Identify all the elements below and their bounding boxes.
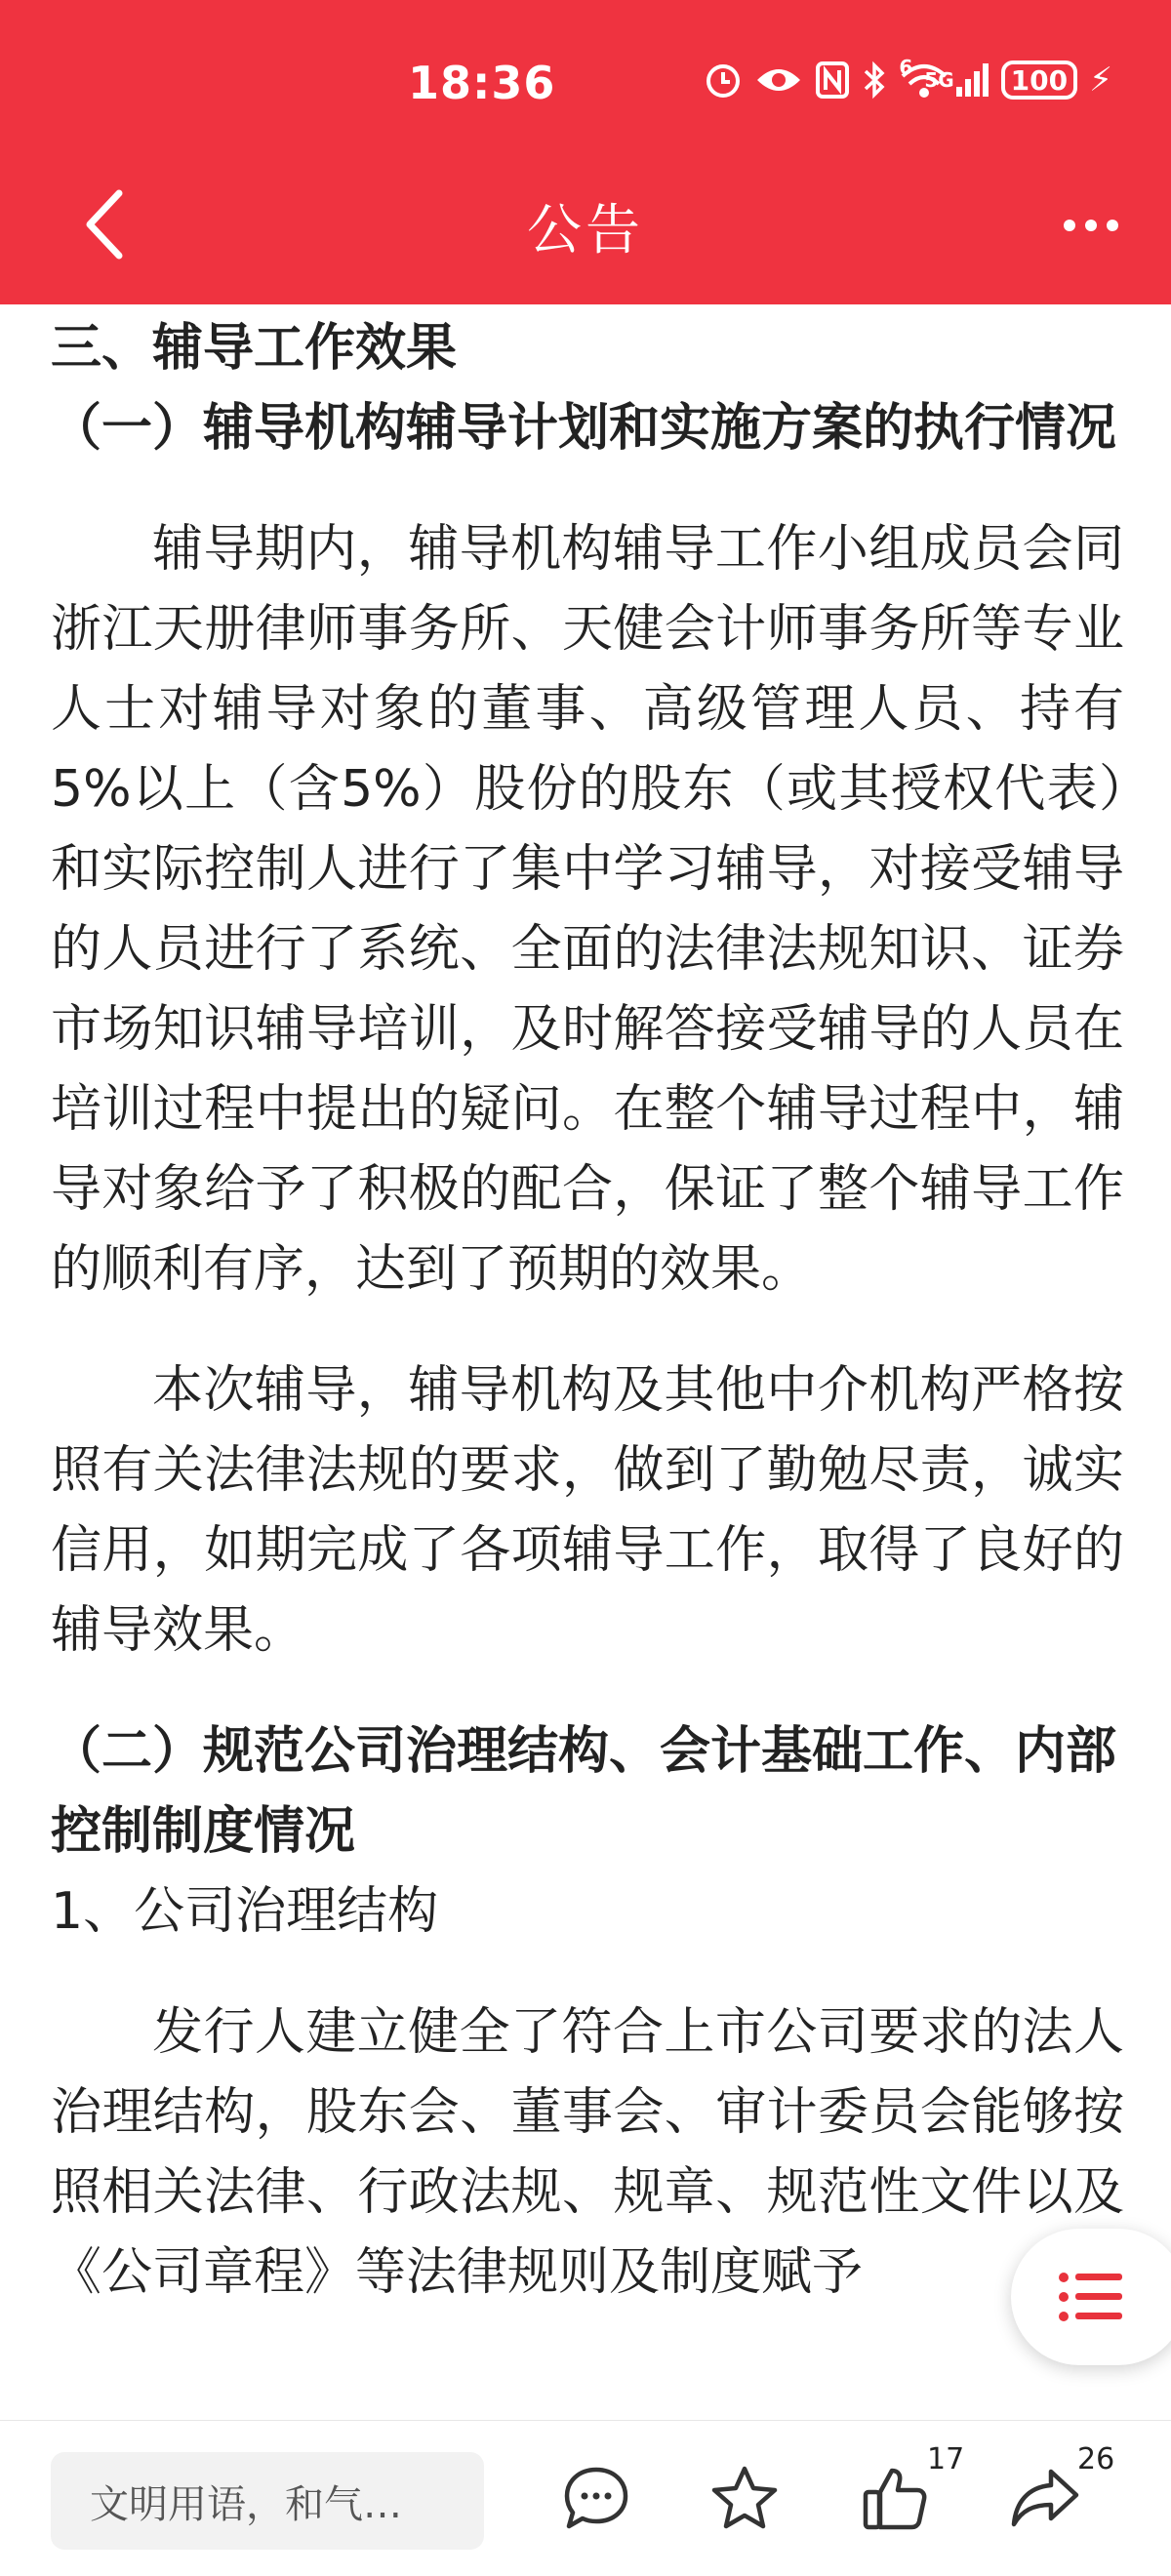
sub-heading: （二）规范公司治理结构、会计基础工作、内部控制制度情况 bbox=[51, 1722, 1117, 1861]
more-dot bbox=[1085, 220, 1097, 231]
sub-heading: （一）辅导机构辅导计划和实施方案的执行情况 bbox=[51, 399, 1117, 458]
paragraph: 发行人建立健全了符合上市公司要求的法人治理结构，股东会、董事会、审计委员会能够按照相关法律、行政法规、规章、规范性文件以及《公司章程》等法律规则及制度赋予 bbox=[51, 2003, 1124, 2302]
wifi-6-icon bbox=[899, 56, 913, 100]
share-icon bbox=[1010, 2466, 1080, 2530]
spacer bbox=[51, 1309, 1124, 1350]
bluetooth-icon bbox=[862, 60, 887, 100]
eye-icon bbox=[754, 62, 803, 98]
paragraph: 辅导期内，辅导机构辅导工作小组成员会同浙江天册律师事务所、天健会计师事务所等专业人士对辅导对象的董事、高级管理人员、持有5%以上（含5%）股份的股东（或其授权代表）和实际控制人进行了集中学习辅导，对接受辅导的人员进行了系统、全面的法律法规知识、证券市场知识辅导培训，及时解答接受辅导的人员在培训过程中提出的疑问。在整个辅导过程中，辅导对象给予了积极的配合，保证了整个辅导工作的顺利有序，达到了预期的效果。 bbox=[51, 520, 1124, 1299]
star-icon bbox=[710, 2465, 779, 2531]
wifi-6-label: 6 bbox=[899, 56, 913, 79]
list-icon bbox=[1058, 2270, 1126, 2324]
share-button[interactable] bbox=[1001, 2454, 1089, 2542]
network-label: 5G bbox=[924, 68, 954, 92]
nfc-icon bbox=[815, 60, 850, 100]
spacer bbox=[51, 1670, 1124, 1711]
spacer bbox=[51, 1952, 1124, 1992]
battery-icon bbox=[1001, 60, 1077, 100]
comment-input[interactable]: 文明用语，和气… bbox=[51, 2452, 484, 2550]
article-content bbox=[51, 304, 1124, 2420]
more-dot bbox=[1107, 220, 1118, 231]
like-count: 17 bbox=[927, 2442, 965, 2476]
status-time: 18:36 bbox=[408, 57, 556, 109]
favorite-button[interactable] bbox=[701, 2454, 788, 2542]
5g-signal-icon bbox=[924, 61, 989, 99]
paragraph: 本次辅导，辅导机构及其他中介机构严格按照有关法律法规的要求，做到了勤勉尽责，诚实信用，如期完成了各项辅导工作，取得了良好的辅导效果。 bbox=[51, 1361, 1124, 1660]
app-header bbox=[0, 0, 1171, 304]
more-button[interactable] bbox=[1042, 191, 1140, 260]
more-dots-icon bbox=[1064, 220, 1075, 231]
share-count: 26 bbox=[1077, 2442, 1115, 2476]
toc-button[interactable] bbox=[1011, 2229, 1171, 2365]
comment-button[interactable] bbox=[552, 2454, 640, 2542]
bottom-action-bar bbox=[0, 2420, 1171, 2576]
section-heading: 三、辅导工作效果 bbox=[51, 319, 458, 378]
status-icons bbox=[704, 56, 1112, 100]
comment-icon bbox=[563, 2466, 629, 2530]
like-button[interactable] bbox=[851, 2454, 939, 2542]
page-title: 公告 bbox=[527, 199, 644, 262]
spacer bbox=[51, 468, 1124, 509]
charging-icon: ⚡ bbox=[1089, 60, 1112, 100]
thumbs-up-icon bbox=[861, 2465, 929, 2531]
list-item-heading: 1、公司治理结构 bbox=[51, 1882, 439, 1941]
battery-level: 100 bbox=[1010, 63, 1069, 97]
alarm-icon bbox=[704, 60, 743, 100]
